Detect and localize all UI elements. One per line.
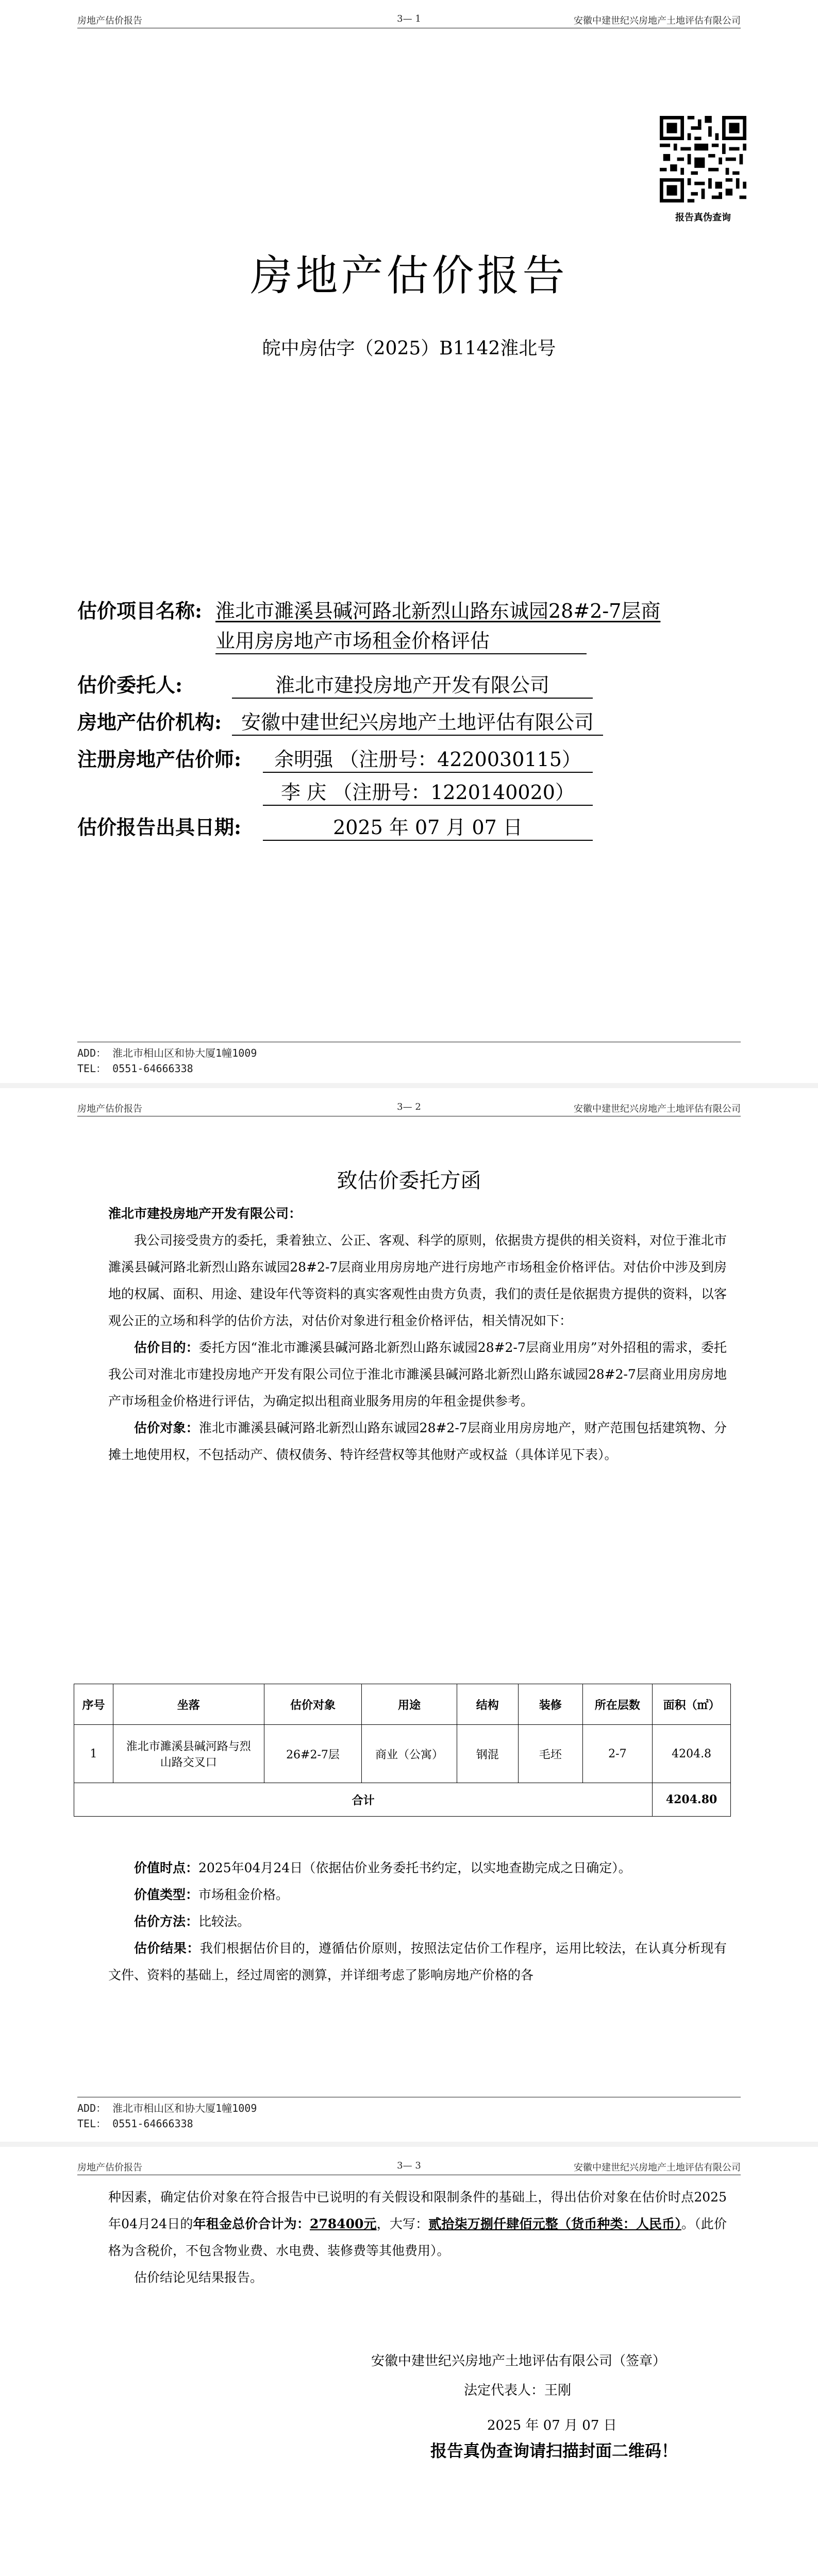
- appraiser-1: 余明强 （注册号：4220030115）: [263, 743, 593, 773]
- footer-tel: TEL： 0551-64666338: [77, 1062, 193, 1075]
- letter-page-2: [0, 2147, 818, 2576]
- table-cell: 毛坯: [518, 1725, 582, 1783]
- col-header: 结构: [457, 1684, 518, 1725]
- table-total-row: [74, 1783, 731, 1817]
- project-name-line2: 业用房房地产市场租金价格评估: [215, 625, 587, 654]
- total-value: 4204.80: [653, 1783, 731, 1817]
- footer-address: ADD： 淮北市相山区和协大厦1幢1009: [77, 1047, 257, 1059]
- client-label: 估价委托人:: [77, 673, 183, 697]
- table-row: [74, 1725, 731, 1783]
- object-paragraph: [108, 1415, 727, 1468]
- page-footer: [77, 1042, 741, 1076]
- sign-date: 2025 年 07 月 07 日: [487, 2418, 617, 2433]
- letter-page-1: [0, 1088, 818, 2142]
- result-rent-amount: 278400元: [310, 2216, 377, 2231]
- report-title: 房地产估价报告: [250, 251, 568, 300]
- header-title: 房地产估价报告: [77, 1104, 142, 1114]
- result-label: 估价结果：: [134, 1941, 200, 1956]
- table-cell: 钢混: [457, 1725, 518, 1783]
- header-page-number: 3— 2: [397, 1101, 421, 1112]
- result-text-b1: 种因素，确定估价对象在符合报告中已说明的有关假设和限制条件的基础上，得出估价对象在估价时点2025年04月24日的: [108, 2190, 727, 2231]
- verify-note: 报告真伪查询请扫描封面二维码！: [430, 2441, 678, 2461]
- sign-company: 安徽中建世纪兴房地产土地评估有限公司（签章）: [371, 2353, 666, 2369]
- value-date-label: 价值时点：: [134, 1860, 199, 1875]
- col-header: 所在层数: [582, 1684, 653, 1725]
- letter-addressee: 淮北市建投房地产开发有限公司：: [108, 1206, 302, 1221]
- agency-name: 安徽中建世纪兴房地产土地评估有限公司: [232, 706, 603, 736]
- issue-date-label: 估价报告出具日期:: [77, 816, 242, 839]
- table-cell: 26#2-7层: [264, 1725, 362, 1783]
- page-footer: [77, 2097, 741, 2131]
- appraisers-label: 注册房地产估价师:: [77, 748, 242, 771]
- col-header: 坐落: [113, 1684, 264, 1725]
- total-label: 合计: [74, 1783, 653, 1817]
- purpose-paragraph: [108, 1334, 727, 1415]
- purpose-text: 委托方因“淮北市濉溪县碱河路北新烈山路东诚园28#2-7层商业用房”对外招租的需求，委托我公司对淮北市建投房地产开发有限公司位于淮北市濉溪县碱河路北新烈山路东诚园28#2-7层商业用房房地产市场租金价格进行评估，为确定拟出租商业服务用房的年租金提供参考。: [108, 1340, 727, 1409]
- result-text-b6: 。（此价格为含税价，不包含物业费、水电费、装修费等其他费用）。: [108, 2216, 727, 2258]
- page-header: [77, 11, 741, 28]
- result-paragraph-start: [108, 1935, 727, 1989]
- value-date-text: 2025年04月24日（依据估价业务委托书约定，以实地查勘完成之日确定）。: [198, 1860, 631, 1875]
- qr-code-icon[interactable]: [660, 116, 746, 202]
- issue-date: 2025 年 07 月 07 日: [263, 811, 593, 841]
- col-header: 面积（㎡）: [653, 1684, 731, 1725]
- table-cell: 淮北市濉溪县碱河路与烈山路交叉口: [113, 1725, 264, 1783]
- value-date-paragraph: [108, 1855, 727, 1882]
- cover-page: [0, 0, 818, 1083]
- method-label: 估价方法：: [134, 1914, 199, 1929]
- table-cell: 1: [74, 1725, 113, 1783]
- method-text: 比较法。: [198, 1914, 251, 1929]
- qr-caption: 报告真伪查询: [675, 212, 731, 223]
- table-cell: 2-7: [582, 1725, 653, 1783]
- purpose-label: 估价目的：: [134, 1340, 199, 1355]
- page-header: [77, 1099, 741, 1116]
- header-company: 安徽中建世纪兴房地产土地评估有限公司: [574, 1104, 741, 1114]
- table-cell: 4204.8: [653, 1725, 731, 1783]
- value-type-paragraph: [108, 1882, 727, 1908]
- project-name-line1: 淮北市濉溪县碱河路北新烈山路东诚园28#2-7层商: [215, 600, 661, 622]
- col-header: 用途: [362, 1684, 457, 1725]
- footer-tel: TEL： 0551-64666338: [77, 2117, 193, 2130]
- sign-representative: 法定代表人：王刚: [464, 2383, 572, 2398]
- table-cell: 商业（公寓）: [362, 1725, 457, 1783]
- detail-note: 估价结论见结果报告。: [134, 2270, 263, 2285]
- appraiser-2: 李 庆 （注册号：1220140020）: [263, 776, 593, 806]
- col-header: 估价对象: [264, 1684, 362, 1725]
- result-rent-amount-words: 贰拾柒万捌仟肆佰元整（货币种类：人民币）: [428, 2216, 681, 2231]
- letter-title: 致估价委托方函: [337, 1169, 481, 1193]
- header-company: 安徽中建世纪兴房地产土地评估有限公司: [574, 2162, 741, 2173]
- page-header: [77, 2158, 741, 2175]
- client-name: 淮北市建投房地产开发有限公司: [232, 669, 593, 699]
- project-name-label: 估价项目名称:: [77, 599, 203, 622]
- header-page-number: 3— 1: [397, 13, 421, 24]
- object-label: 估价对象：: [134, 1420, 199, 1435]
- value-type-text: 市场租金价格。: [198, 1887, 289, 1902]
- result-text-b4: ，大写：: [376, 2216, 429, 2231]
- header-title: 房地产估价报告: [77, 2162, 142, 2173]
- method-paragraph: [108, 1908, 727, 1935]
- header-title: 房地产估价报告: [77, 15, 142, 26]
- result-paragraph-end: [108, 2184, 727, 2264]
- result-text-a: 我们根据估价目的，遵循估价原则，按照法定估价工作程序，运用比较法，在认真分析现有文件、资料的基础上，经过周密的测算，并详细考虑了影响房地产价格的各: [108, 1941, 727, 1982]
- letter-intro: 我公司接受贵方的委托，秉着独立、公正、客观、科学的原则，依据贵方提供的相关资料，对位于淮北市濉溪县碱河路北新烈山路东诚园28#2-7层商业用房房地产进行房地产市场租金价格评估。对估价中涉及到房地的权属、面积、用途、建设年代等资料的真实客观性由贵方负责，我们的责任是依据贵方提供的资料，以客观公正的立场和科学的估价方法，对估价对象进行租金价格评估，相关情况如下：: [108, 1233, 727, 1328]
- letter-body-bottom: [108, 2184, 727, 2291]
- col-header: 序号: [74, 1684, 113, 1725]
- result-rent-label: 年租金总价合计为：: [193, 2216, 310, 2231]
- footer-address: ADD： 淮北市相山区和协大厦1幢1009: [77, 2102, 257, 2114]
- object-text: 淮北市濉溪县碱河路北新烈山路东诚园28#2-7层商业用房房地产，财产范围包括建筑物、分摊土地使用权，不包括动产、债权债务、特许经营权等其他财产或权益（具体详见下表）。: [108, 1420, 727, 1462]
- header-page-number: 3— 3: [397, 2160, 421, 2171]
- appraisal-table: [74, 1684, 731, 1817]
- report-number: 皖中房估字（2025）B1142淮北号: [262, 338, 556, 359]
- letter-body-mid: [108, 1855, 727, 1989]
- cover-info: [77, 595, 722, 848]
- agency-label: 房地产估价机构:: [77, 710, 222, 734]
- col-header: 装修: [518, 1684, 582, 1725]
- letter-body-top: [108, 1200, 727, 1468]
- header-company: 安徽中建世纪兴房地产土地评估有限公司: [574, 15, 741, 26]
- value-type-label: 价值类型：: [134, 1887, 199, 1902]
